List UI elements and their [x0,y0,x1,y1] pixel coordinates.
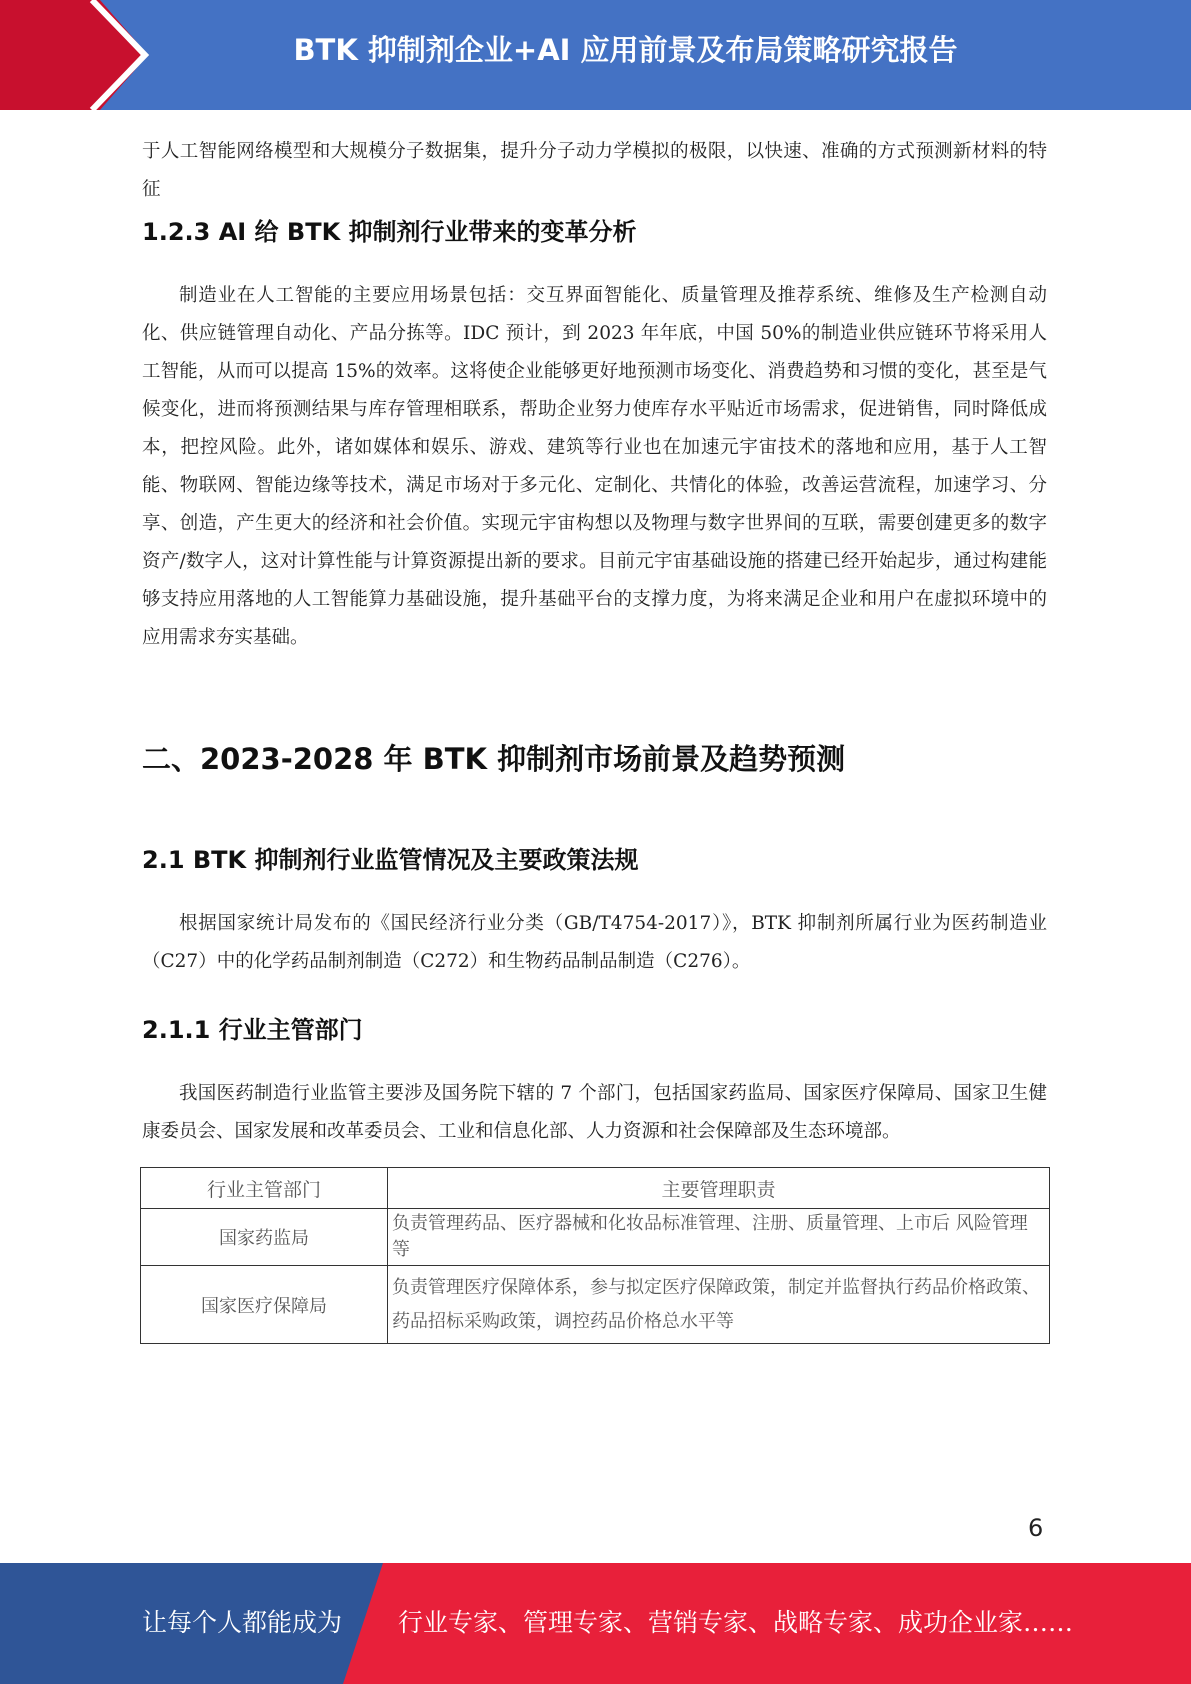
table-cell-department: 国家医疗保障局 [141,1266,388,1344]
section-2-1-1-heading: 2.1.1 行业主管部门 [142,1016,363,1044]
section-1-2-3-heading: 1.2.3 AI 给 BTK 抑制剂行业带来的变革分析 [142,218,637,246]
page-content [142,133,1047,1344]
page-header [0,0,1191,110]
intro-paragraph: 于人工智能网络模型和大规模分子数据集，提升分子动力学模拟的极限，以快速、准确的方式预测新材料的特征 [142,141,1047,200]
page-footer [0,1563,1191,1684]
section-1-2-3-paragraph: 制造业在人工智能的主要应用场景包括：交互界面智能化、质量管理及推荐系统、维修及生产检测自动化、供应链管理自动化、产品分拣等。IDC 预计，到 2023 年年底，中国 50%的制造业供应链环节将采用人工智能，从而可以提高 15%的效率。这将使企业能够更好地预测市场变化、消费趋势和习惯的变化，甚至是气候变化，进而将预测结果与库存管理相联系，帮助企业努力使库存水平贴近市场需求，促进销售，同时降低成本，把控风险。此外，诸如媒体和娱乐、游戏、建筑等行业也在加速元宇宙技术的落地和应用，基于人工智能、物联网、智能边缘等技术，满足市场对于多元化、定制化、共情化的体验，改善运营流程，加速学习、分享、创造，产生更大的经济和社会价值。实现元宇宙构想以及物理与数字世界间的互联，需要创建更多的数字资产/数字人，这对计算性能与计算资源提出新的要求。目前元宇宙基础设施的搭建已经开始起步，通过构建能够支持应用落地的人工智能算力基础设施，提升基础平台的支撑力度，为将来满足企业和用户在虚拟环境中的应用需求夯实基础。 [142,285,1047,648]
report-title: BTK 抑制剂企业+AI 应用前景及布局策略研究报告 [293,33,958,67]
page-number: 6 [1028,1514,1044,1542]
section-2-1-paragraph: 根据国家统计局发布的《国民经济行业分类（GB/T4754-2017）》，BTK 抑制剂所属行业为医药制造业（C27）中的化学药品制剂制造（C272）和生物药品制品制造（C276）。 [142,913,1047,972]
table-header-row [141,1168,1050,1209]
department-table [140,1167,1050,1344]
chapter-2-heading: 二、2023-2028 年 BTK 抑制剂市场前景及趋势预测 [142,742,846,776]
section-2-1-heading: 2.1 BTK 抑制剂行业监管情况及主要政策法规 [142,846,639,874]
table-row [141,1209,1050,1266]
table-cell-department: 国家药监局 [141,1209,388,1266]
footer-slogan-right: 行业专家、管理专家、营销专家、战略专家、成功企业家…… [398,1608,1074,1637]
table-header-duties: 主要管理职责 [388,1168,1050,1209]
table-cell-duties: 负责管理医疗保障体系，参与拟定医疗保障政策，制定并监督执行药品价格政策、药品招标采购政策，调控药品价格总水平等 [388,1266,1050,1344]
table-row [141,1266,1050,1344]
table-cell-duties: 负责管理药品、医疗器械和化妆品标准管理、注册、质量管理、上市后 风险管理等 [388,1209,1050,1266]
section-2-1-1-paragraph: 我国医药制造行业监管主要涉及国务院下辖的 7 个部门，包括国家药监局、国家医疗保障局、国家卫生健康委员会、国家发展和改革委员会、工业和信息化部、人力资源和社会保障部及生态环境部。 [142,1083,1047,1142]
table-header-department: 行业主管部门 [141,1168,388,1209]
footer-slogan-left: 让每个人都能成为 [142,1608,343,1637]
